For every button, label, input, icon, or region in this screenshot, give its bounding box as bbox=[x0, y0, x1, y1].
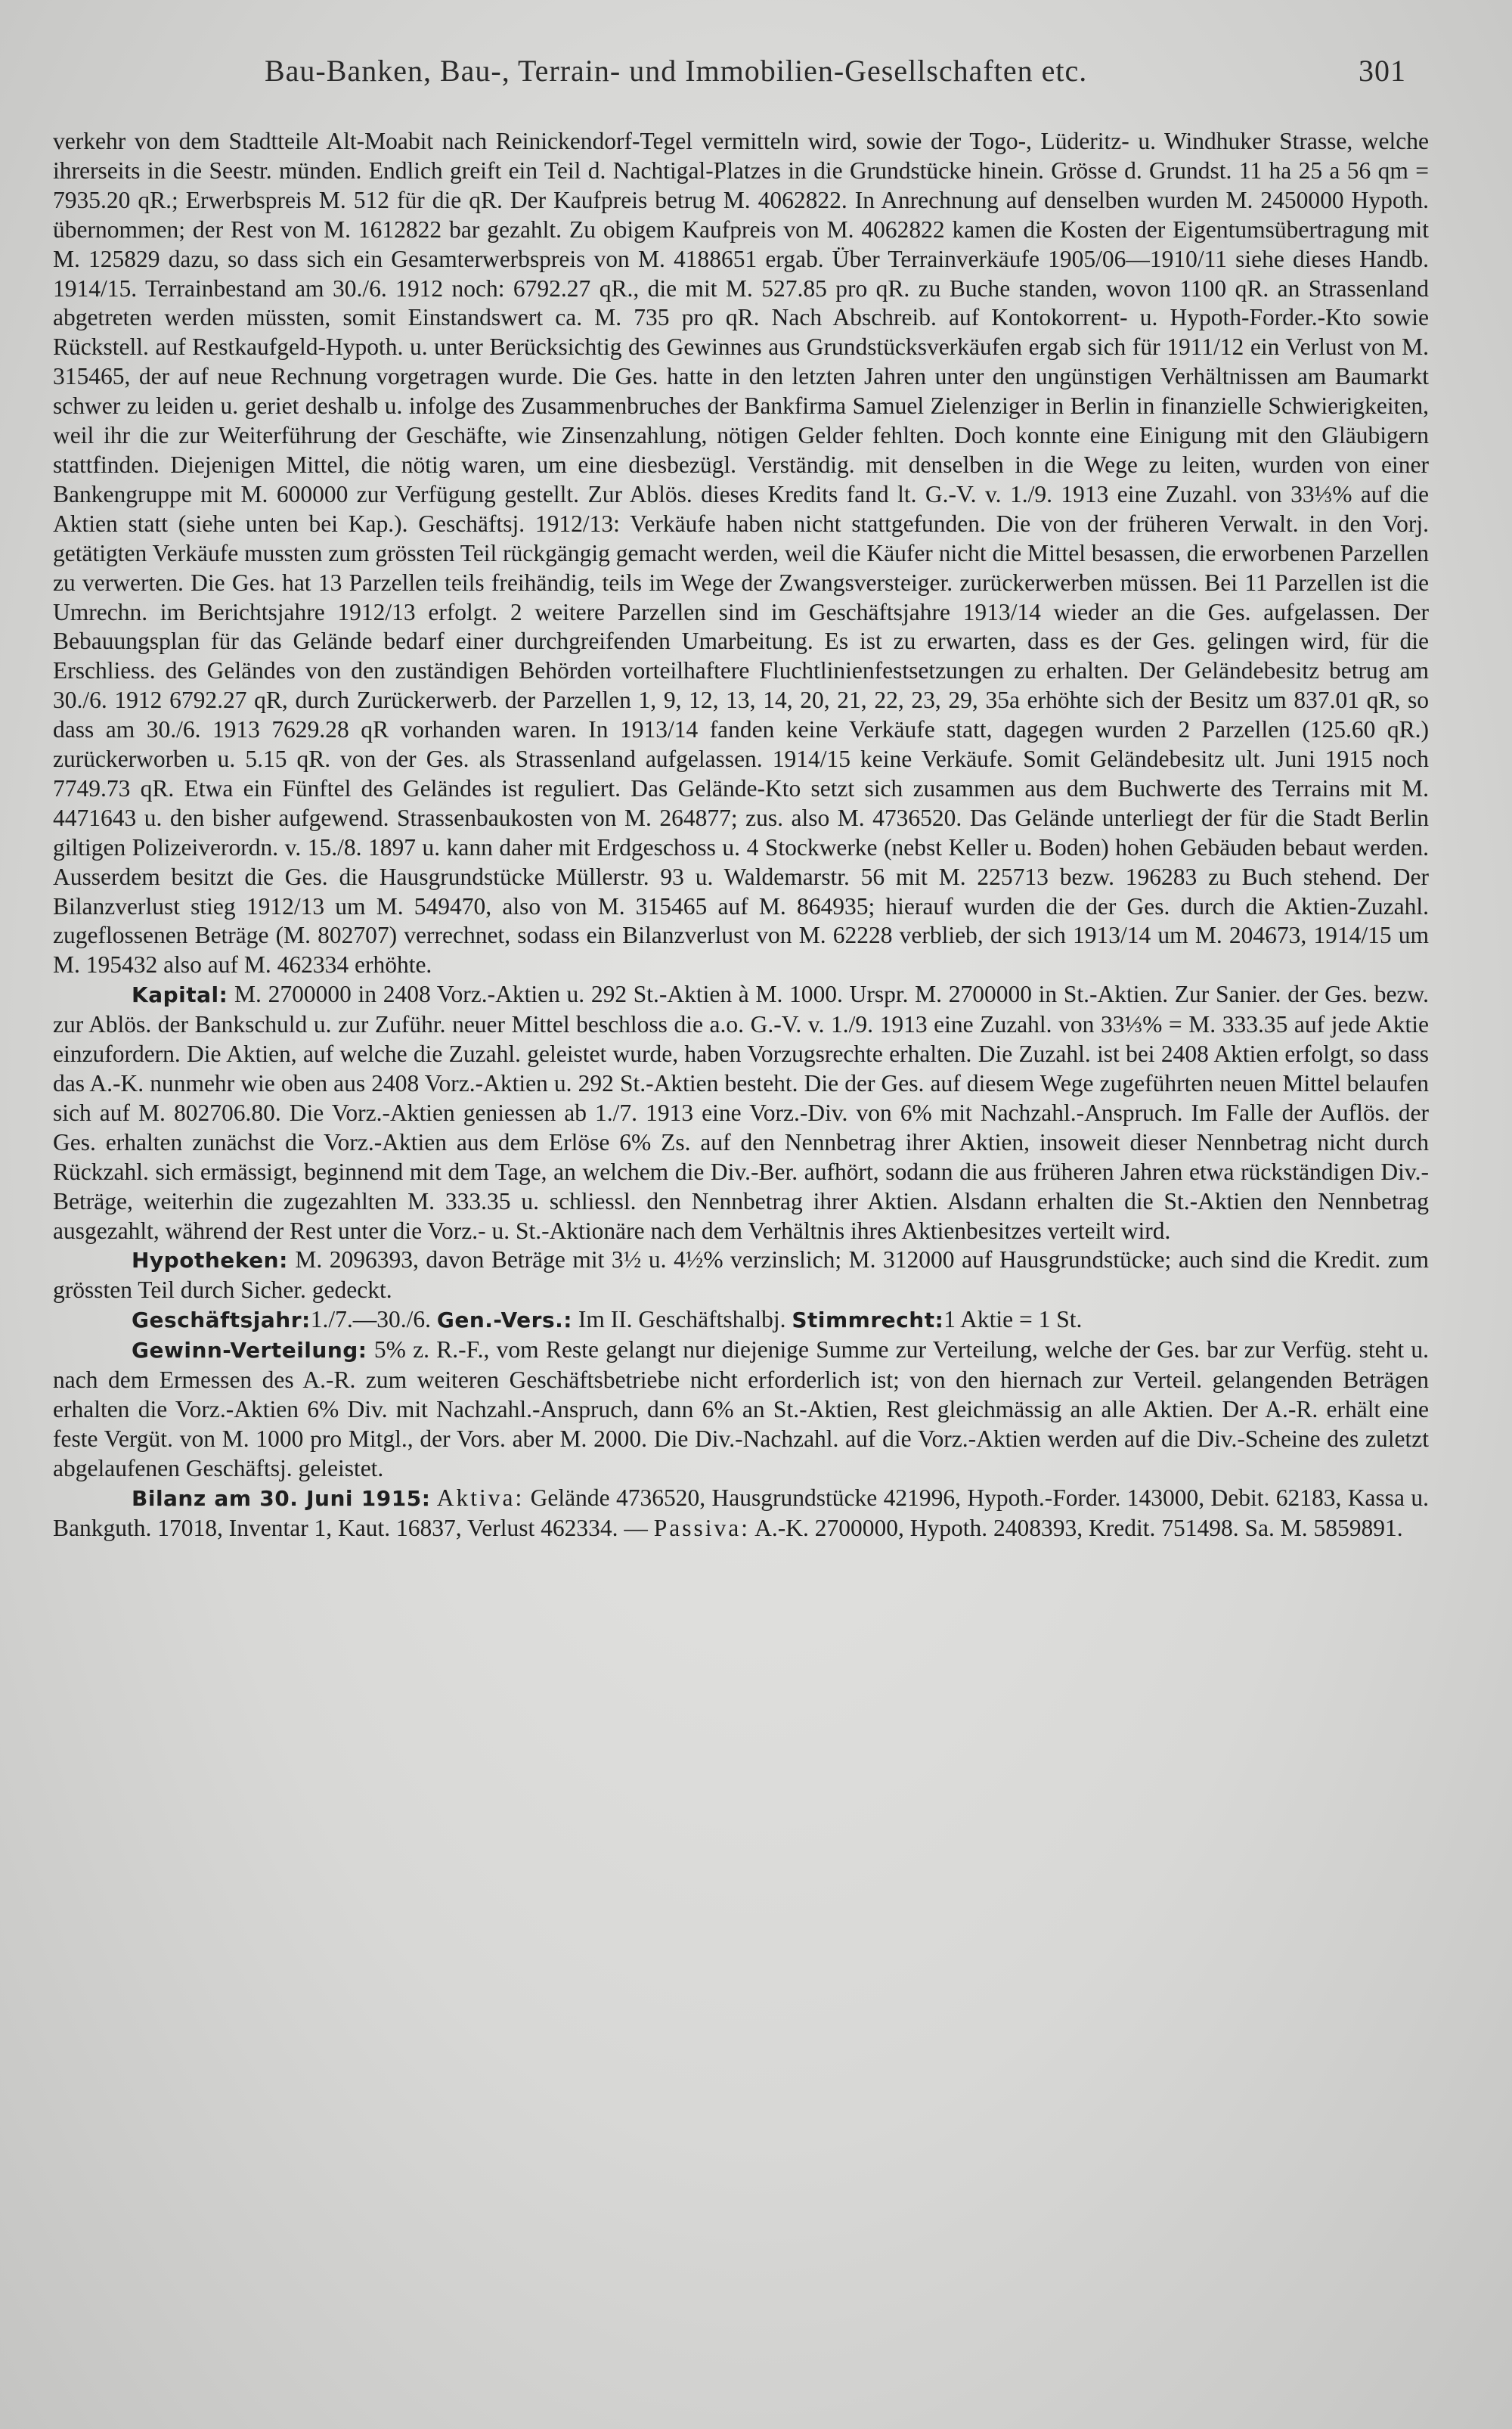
kapital-text: M. 2700000 in 2408 Vorz.-Aktien u. 292 St.-Aktien à M. 1000. Urspr. M. 2700000 in St.-Aktien. Zur Sanier. der Ges. bezw. zur Ablös. der Bankschuld u. zur Zuführ. neuer Mittel beschloss die a.o. G.-V. v. 1./9. 1913 eine Zuzahl. von 33⅓% = M. 333.35 auf jede Aktie einzufordern. Die Aktien, auf welche die Zuzahl. geleistet wurde, haben Vorzugsrechte erhalten. Die Zuzahl. ist bei 2408 Aktien erfolgt, so dass das A.-K. nunmehr wie oben aus 2408 Vorz.-Aktien u. 292 St.-Aktien besteht. Die der Ges. auf diesem Wege zugeführten neuen Mittel belaufen sich auf M. 802706.80. Die Vorz.-Aktien geniessen ab 1./7. 1913 eine Vorz.-Div. von 6% mit Nachzahl.-Anspruch. Im Falle der Auflös. der Ges. erhalten zunächst die Vorz.-Aktien aus dem Erlöse 6% Zs. auf den Nennbetrag ihrer Aktien, insoweit dieser Nennbetrag nicht durch Rückzahl. sich ermässigt, beginnend mit dem Tage, an welchem die Div.-Ber. aufhört, sodann die aus früheren Jahren etwa rückständigen Div.-Beträge, weiterhin die zugezahlten M. 333.35 u. schliessl. den Nennbetrag ihrer Aktien. Alsdann erhalten die St.-Aktien den Nennbetrag ausgezahlt, während der Rest unter die Vorz.- u. St.-Aktionäre nach dem Verhältnis ihres Aktienbesitzes verteilt wird. bbox=[53, 981, 1429, 1244]
bilanz-label: Bilanz am 30. Juni 1915: bbox=[132, 1485, 431, 1511]
paragraph-hypotheken bbox=[53, 1246, 1429, 1305]
paragraph-intro: verkehr von dem Stadtteile Alt-Moabit nach Reinickendorf-Tegel vermitteln wird, sowie der Togo-, Lüderitz- u. Windhuker Strasse, welche ihrerseits in die Seestr. münden. Endlich greift ein Teil d. Nachtigal-Platzes in die Grundstücke hinein. Grösse d. Grundst. 11 ha 25 a 56 qm = 7935.20 qR.; Erwerbspreis M. 512 für die qR. Der Kaufpreis betrug M. 4062822. In Anrechnung auf denselben wurden M. 2450000 Hypoth. übernommen; der Rest von M. 1612822 bar gezahlt. Zu obigem Kaufpreis von M. 4062822 kamen die Kosten der Eigentumsübertragung mit M. 125829 dazu, so dass sich ein Gesamterwerbspreis von M. 4188651 ergab. Über Terrainverkäufe 1905/06—1910/11 siehe dieses Handb. 1914/15. Terrainbestand am 30./6. 1912 noch: 6792.27 qR., die mit M. 527.85 pro qR. zu Buche standen, wovon 1100 qR. an Strassenland abgetreten werden müssten, somit Einstandswert ca. M. 735 pro qR. Nach Abschreib. auf Kontokorrent- u. Hypoth-Forder.-Kto sowie Rückstell. auf Restkaufgeld-Hypoth. u. unter Berücksichtig des Gewinnes aus Grundstücksverkäufen ergab sich für 1911/12 ein Verlust von M. 315465, der auf neue Rechnung vorgetragen wurde. Die Ges. hatte in den letzten Jahren unter den ungünstigen Verhältnissen am Baumarkt schwer zu leiden u. geriet deshalb u. infolge des Zusammenbruches der Bankfirma Samuel Zielenziger in Berlin in finanzielle Schwierigkeiten, weil ihr die zur Weiterführung der Geschäfte, wie Zinsenzahlung, nötigen Gelder fehlten. Doch konnte eine Einigung mit den Gläubigern stattfinden. Diejenigen Mittel, die nötig waren, um eine diesbezügl. Verständig. mit denselben in die Wege zu leiten, wurden von einer Bankengruppe mit M. 600000 zur Verfügung gestellt. Zur Ablös. dieses Kredits fand lt. G.-V. v. 1./9. 1913 eine Zuzahl. von 33⅓% auf die Aktien statt (siehe unten bei Kap.). Geschäftsj. 1912/13: Verkäufe haben nicht stattgefunden. Die von der früheren Verwalt. in den Vorj. getätigten Verkäufe mussten zum grössten Teil rückgängig gemacht werden, weil die Käufer nicht die Mittel besassen, die erworbenen Parzellen zu verwerten. Die Ges. hat 13 Parzellen teils freihändig, teils im Wege der Zwangsversteiger. zurückerwerben müssen. Bei 11 Parzellen ist die Umrechn. im Berichtsjahre 1912/13 erfolgt. 2 weitere Parzellen sind im Geschäftsjahre 1913/14 wieder an die Ges. aufgelassen. Der Bebauungsplan für das Gelände bedarf einer durchgreifenden Umarbeitung. Es ist zu erwarten, dass es der Ges. gelingen wird, für die Erschliess. des Geländes von den zuständigen Behörden vorteilhaftere Fluchtlinienfestsetzungen zu erhalten. Der Geländebesitz betrug am 30./6. 1912 6792.27 qR, durch Zurückerwerb. der Parzellen 1, 9, 12, 13, 14, 20, 21, 22, 23, 29, 35a erhöhte sich der Besitz um 837.01 qR, so dass am 30./6. 1913 7629.28 qR vorhanden waren. In 1913/14 fanden keine Verkäufe statt, dagegen wurden 2 Parzellen (125.60 qR.) zurückerworben u. 5.15 qR. von der Ges. als Strassenland aufgelassen. 1914/15 keine Verkäufe. Somit Geländebesitz ult. Juni 1915 noch 7749.73 qR. Etwa ein Fünftel des Geländes ist reguliert. Das Gelände-Kto setzt sich zusammen aus dem Buchwerte des Terrains mit M. 4471643 u. den bisher aufgewend. Strassenbaukosten von M. 264877; zus. also M. 4736520. Das Gelände unterliegt der für die Stadt Berlin giltigen Polizeiverordn. v. 15./8. 1897 u. kann daher mit Erdgeschoss u. 4 Stockwerke (nebst Keller u. Boden) hohen Gebäuden bebaut werden. Ausserdem besitzt die Ges. die Hausgrundstücke Müllerstr. 93 u. Waldemarstr. 56 mit M. 225713 bezw. 196283 zu Buch stehend. Der Bilanzverlust stieg 1912/13 um M. 549470, also von M. 315465 auf M. 864935; hierauf wurden die der Ges. durch die Aktien-Zuzahl. zugeflossenen Beträge (M. 802707) verrechnet, sodass ein Bilanzverlust von M. 62228 verblieb, der sich 1913/14 um M. 204673, 1914/15 um M. 195432 also auf M. 462334 erhöhte. bbox=[53, 128, 1429, 979]
kapital-label: Kapital: bbox=[132, 982, 228, 1008]
running-header bbox=[53, 53, 1429, 98]
paragraph-gewinn-verteilung bbox=[53, 1335, 1429, 1484]
aktiva-label: Aktiva: bbox=[436, 1484, 525, 1511]
aktiva-text: Gelände 4736520, Hausgrundstücke 421996, Hypoth.-Forder. 143000, Debit. 62183, Kassa u. Bankguth. 17018, Inventar 1, Kaut. 16837, Verlust 462334. — bbox=[53, 1484, 1429, 1541]
running-title: Bau-Banken, Bau-, Terrain- und Immobilien-Gesellschaften etc. bbox=[265, 54, 1088, 88]
geschaeftsjahr-text: 1./7.—30./6. bbox=[310, 1306, 431, 1333]
body-text bbox=[53, 127, 1429, 1543]
page-number: 301 bbox=[1359, 54, 1406, 88]
passiva-text: A.-K. 2700000, Hypoth. 2408393, Kredit. 751498. Sa. M. 5859891. bbox=[754, 1514, 1403, 1541]
gewinn-label: Gewinn-Verteilung: bbox=[132, 1338, 367, 1363]
paragraph-kapital bbox=[53, 980, 1429, 1246]
paragraph-geschaeftsjahr bbox=[53, 1305, 1429, 1335]
gewinn-text: 5% z. R.-F., vom Reste gelangt nur diejenige Summe zur Verteilung, welche der Ges. bar zur Verfüg. steht u. nach dem Ermessen des A.-R. zum weiteren Geschäftsbetriebe nicht erforderlich ist; von den hiernach zur Verteil. gelangenden Beträgen erhalten die Vorz.-Aktien 6% Div. mit Nachzahl.-Anspruch, dann 6% an St.-Aktien, Rest gleichmässig an alle Aktien. Der A.-R. erhält eine feste Vergüt. von M. 1000 pro Mitgl., der Vors. aber M. 2000. Die Div.-Nachzahl. auf die Vorz.-Aktien werden auf die Div.-Scheine des zuletzt abgelaufenen Geschäftsj. geleistet. bbox=[53, 1336, 1429, 1481]
genvers-text: Im II. Geschäftshalbj. bbox=[578, 1306, 786, 1333]
stimmrecht-text: 1 Aktie = 1 St. bbox=[943, 1306, 1083, 1333]
paragraph-bilanz bbox=[53, 1484, 1429, 1543]
hypotheken-label: Hypotheken: bbox=[132, 1248, 288, 1273]
hypotheken-text: M. 2096393, davon Beträge mit 3½ u. 4½% verzinslich; M. 312000 auf Hausgrundstücke; auch sind die Kredit. zum grössten Teil durch Sicher. gedeckt. bbox=[53, 1246, 1429, 1304]
passiva-label: Passiva: bbox=[653, 1514, 750, 1541]
stimmrecht-label: Stimmrecht: bbox=[792, 1308, 944, 1333]
genvers-label: Gen.-Vers.: bbox=[436, 1308, 572, 1333]
geschaeftsjahr-label: Geschäftsjahr: bbox=[132, 1308, 311, 1333]
